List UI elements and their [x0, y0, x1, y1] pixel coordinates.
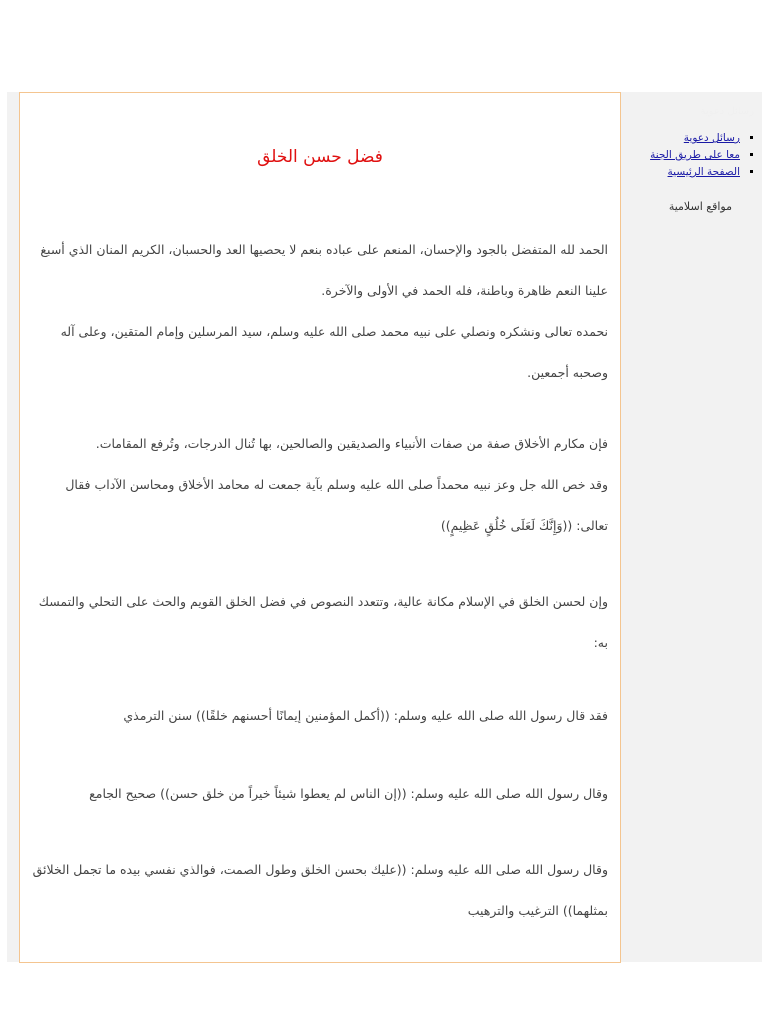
sidebar-heading: رسائل دعوية [700, 106, 754, 117]
sidebar-link-home[interactable]: الصفحة الرئيسية [667, 166, 740, 178]
article-paragraph: وقد خص الله جل وعز نبيه محمداً صلى الله عليه وسلم بآية جمعت له محامد الأخلاق ومحاسن الآداب فقال تعالى: ((وَإِنَّكَ لَعَلَى خُلُقٍ عَظِيمٍ)) [65, 477, 608, 533]
sidebar-link-dawa-messages[interactable]: رسائل دعوية [683, 132, 740, 144]
sidebar-link-item [650, 164, 740, 181]
islamic-sites-label: مواقع اسلامية [668, 200, 732, 213]
hadith-paragraph: فقد قال رسول الله صلى الله عليه وسلم: ((أكمل المؤمنين إيمانًا أحسنهم خلقًا)) سنن الترمذي [123, 708, 608, 723]
sidebar-link-item [650, 147, 740, 164]
article-paragraph: فإن مكارم الأخلاق صفة من صفات الأنبياء والصديقين والصالحين، بها تُنال الدرجات، وتُرفع المقامات. [95, 436, 608, 451]
article-title: فضل حسن الخلق [257, 147, 383, 167]
article-paragraph: نحمده تعالى ونشكره ونصلي على نبيه محمد صلى الله عليه وسلم، سيد المرسلين وإمام المتقين، وعلى آله وصحبه أجمعين. [60, 324, 608, 380]
article-panel [19, 92, 621, 963]
hadith-paragraph: وقال رسول الله صلى الله عليه وسلم: ((إن الناس لم يعطوا شيئاً خيراً من خلق حسن)) صحيح الجامع [89, 786, 608, 801]
sidebar [622, 92, 762, 962]
sidebar-links [650, 130, 754, 181]
sidebar-link-item [650, 130, 740, 147]
article-paragraph: وإن لحسن الخلق في الإسلام مكانة عالية، وتتعدد النصوص في فضل الخلق القويم والحث على التحلي والتمسك به: [38, 594, 608, 650]
hadith-paragraph: وقال رسول الله صلى الله عليه وسلم: ((عليك بحسن الخلق وطول الصمت، فوالذي نفسي بيده ما تجمل الخلائق بمثلهما)) الترغيب والترهيب [32, 862, 608, 918]
sidebar-link-path-to-paradise[interactable]: معا على طريق الجنة [650, 149, 740, 161]
article-paragraph: الحمد لله المتفضل بالجود والإحسان، المنعم على عباده بنعم لا يحصيها العد والحسبان، الكريم المنان الذي أسبغ علينا النعم ظاهرة وباطنة، فله الحمد في الأولى والآخرة. [40, 242, 608, 298]
